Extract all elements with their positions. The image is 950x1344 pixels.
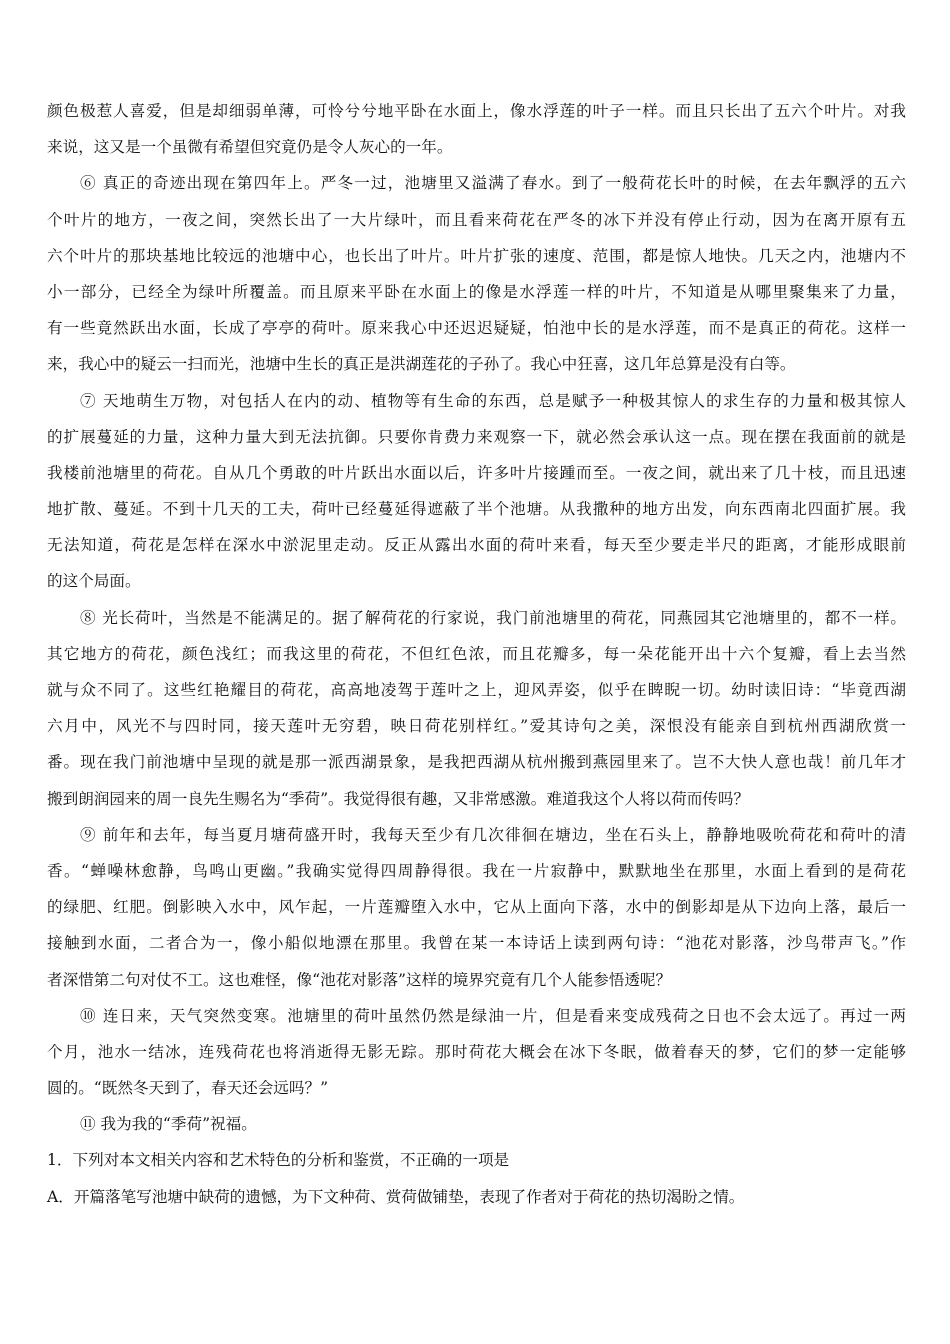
text-line: 来，我心中的疑云一扫而光，池塘中生长的真正是洪湖莲花的子孙了。我心中狂喜，这几年总算是没有白等。 xyxy=(47,355,796,374)
text-line: 六月中，风光不与四时同，接天莲叶无穷碧，映日荷花别样红。”爱其诗句之美，深恨没有能亲自到杭州西湖欣赏一 xyxy=(47,717,906,736)
text-line: 的扩展蔓延的力量，这种力量大到无法抗御。只要你肯费力来观察一下，就必然会承认这一点。现在摆在我面前的就是 xyxy=(47,427,906,446)
text-line: 香。“蝉噪林愈静，鸟鸣山更幽。”我确实觉得四周静得很。我在一片寂静中，默默地坐在那里，水面上看到的是荷花 xyxy=(47,861,906,880)
text-line: 小一部分，已经全为绿叶所覆盖。而且原来平卧在水面上的像是水浮莲一样的叶片，不知道是从哪里聚集来了力量， xyxy=(47,282,906,301)
text-line: 圆的。“既然冬天到了，春天还会远吗？” xyxy=(47,1079,329,1098)
text-line: 1．下列对本文相关内容和艺术特色的分析和鉴赏，不正确的一项是 xyxy=(47,1151,510,1170)
text-line: ⑧ 光长荷叶，当然是不能满足的。据了解荷花的行家说，我门前池塘里的荷花，同燕园其它池塘里的，都不一样。 xyxy=(80,608,906,627)
text-line: 个叶片的地方，一夜之间，突然长出了一大片绿叶，而且看来荷花在严冬的冰下并没有停止行动，因为在离开原有五 xyxy=(47,210,906,229)
text-line: ⑩ 连日来，天气突然变寒。池塘里的荷叶虽然仍然是绿油一片，但是看来变成残荷之日也不会太远了。再过一两 xyxy=(80,1006,906,1025)
text-line: 就与众不同了。这些红艳耀目的荷花，高高地凌驾于莲叶之上，迎风弄姿，似乎在睥睨一切。幼时读旧诗：“毕竟西湖 xyxy=(47,681,906,699)
text-line: ⑦ 天地萌生万物，对包括人在内的动、植物等有生命的东西，总是赋予一种极其惊人的求生存的力量和极其惊人 xyxy=(80,391,906,410)
text-line: 无法知道，荷花是怎样在深水中淤泥里走动。反正从露出水面的荷叶来看，每天至少要走半尺的距离，才能形成眼前 xyxy=(47,536,906,555)
text-line: 个月，池水一结冰，连残荷花也将消逝得无影无踪。那时荷花大概会在冰下冬眠，做着春天的梦，它们的梦一定能够 xyxy=(47,1042,906,1061)
text-line: ⑥ 真正的奇迹出现在第四年上。严冬一过，池塘里又溢满了春水。到了一般荷花长叶的时候，在去年飘浮的五六 xyxy=(80,174,906,193)
text-line: 的绿肥、红肥。倒影映入水中，风乍起，一片莲瓣堕入水中，它从上面向下落，水中的倒影却是从下边向上落，最后一 xyxy=(47,898,906,917)
document-body xyxy=(47,93,906,1215)
text-line: 搬到朗润园来的周一良先生赐名为“季荷”。我觉得很有趣，又非常感激。难道我这个人将以荷而传吗？ xyxy=(47,789,750,808)
text-line: 接触到水面，二者合为一，像小船似地漂在那里。我曾在某一本诗话上读到两句诗：“池花对影落，沙鸟带声飞。”作 xyxy=(47,934,906,953)
text-line: 的这个局面。 xyxy=(47,572,141,591)
text-line: 我楼前池塘里的荷花。自从几个勇敢的叶片跃出水面以后，许多叶片接踵而至。一夜之间，就出来了几十枝，而且迅速 xyxy=(47,463,906,482)
text-line: 颜色极惹人喜爱，但是却细弱单薄，可怜兮兮地平卧在水面上，像水浮莲的叶子一样。而且只长出了五六个叶片。对我 xyxy=(47,102,906,120)
text-line: ⑨ 前年和去年，每当夏月塘荷盛开时，我每天至少有几次徘徊在塘边，坐在石头上，静静地吸吮荷花和荷叶的清 xyxy=(80,825,906,844)
text-line: 来说，这又是一个虽微有希望但究竟仍是令人灰心的一年。 xyxy=(47,138,453,157)
text-line: 其它地方的荷花，颜色浅红；而我这里的荷花，不但红色浓，而且花瓣多，每一朵花能开出十六个复瓣，看上去当然 xyxy=(47,644,906,663)
text-line: 地扩散、蔓延。不到十几天的工夫，荷叶已经蔓延得遮蔽了半个池塘。从我撒种的地方出发，向东西南北四面扩展。我 xyxy=(47,500,906,519)
text-line: 者深惜第二句对仗不工。这也难怪，像“池花对影落”这样的境界究竟有几个人能参悟透呢？ xyxy=(47,970,672,989)
text-line: A．开篇落笔写池塘中缺荷的遗憾，为下文种荷、赏荷做铺垫，表现了作者对于荷花的热切渴盼之情。 xyxy=(47,1187,745,1206)
text-line: 番。现在我门前池塘中呈现的就是那一派西湖景象，是我把西湖从杭州搬到燕园里来了。岂不大快人意也哉！前几年才 xyxy=(47,753,906,772)
text-line: 六个叶片的那块基地比较远的池塘中心，也长出了叶片。叶片扩张的速度、范围，都是惊人地快。几天之内，池塘内不 xyxy=(47,246,906,265)
text-line: ⑪ 我为我的“季荷”祝福。 xyxy=(80,1115,257,1134)
text-line: 有一些竟然跃出水面，长成了亭亭的荷叶。原来我心中还迟迟疑疑，怕池中长的是水浮莲，而不是真正的荷花。这样一 xyxy=(47,319,906,338)
